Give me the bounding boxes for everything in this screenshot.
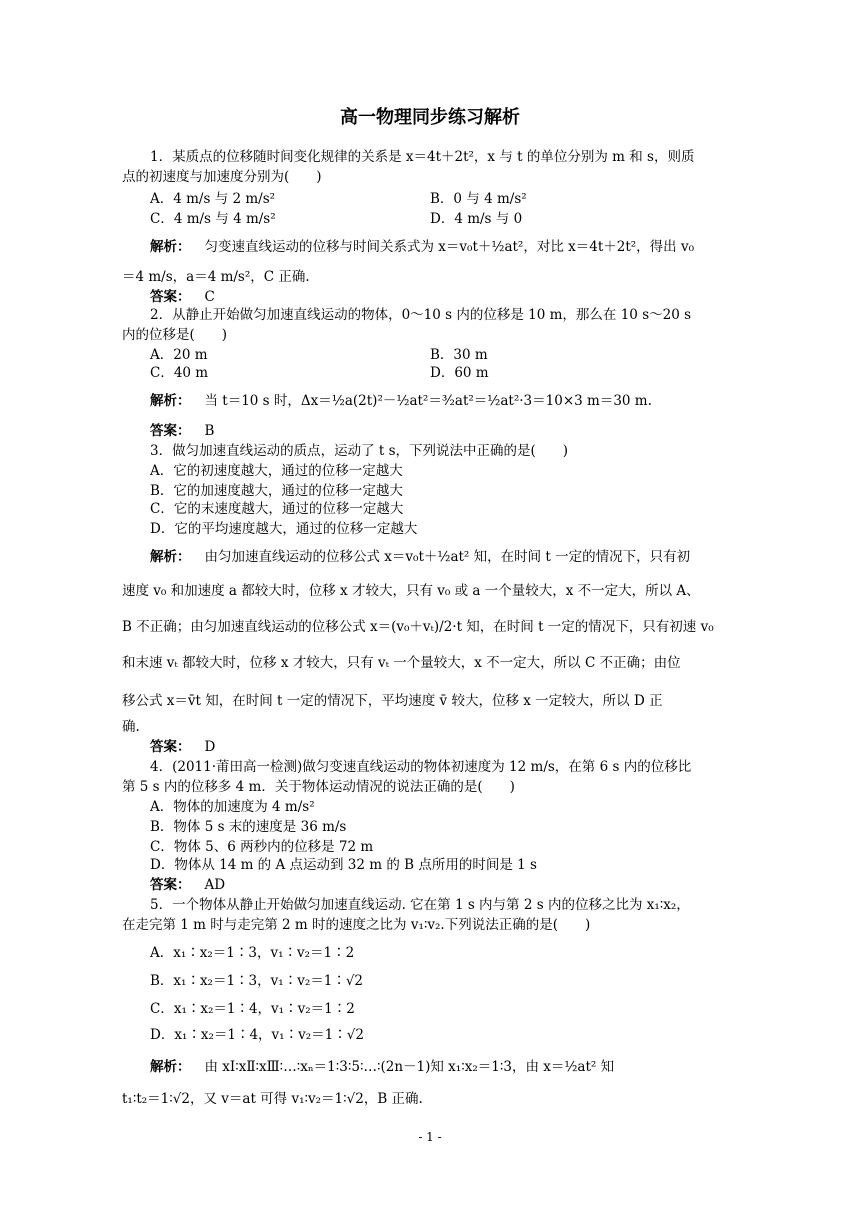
- line-text: B．物体 5 s 末的速度是 36 m/s: [150, 819, 347, 835]
- text-line: [122, 778, 515, 796]
- page-number: - 1 -: [418, 1130, 442, 1144]
- text-line: [150, 1058, 614, 1076]
- line-text: A．20 m: [150, 347, 208, 363]
- line-text: 3．做匀加速直线运动的质点，运动了 t s，下列说法中正确的是( ): [150, 443, 569, 459]
- text-line: [150, 798, 315, 816]
- line-text: C: [204, 289, 215, 305]
- text-line: [430, 210, 522, 228]
- line-text: 点的初速度与加速度分别为( ): [122, 169, 322, 185]
- line-label: 解析：: [150, 393, 191, 409]
- line-text: 和末速 vₜ 都较大时，位移 x 才较大，只有 vₜ 一个量较大，x 不一定大，所以 C 不正确；由位: [122, 655, 681, 671]
- text-line: [150, 306, 691, 324]
- text-line: [122, 1090, 423, 1108]
- text-line: [150, 442, 568, 460]
- line-text: 由匀加速直线运动的位移公式 x＝v₀t＋½at² 知，在时间 t 一定的情况下，只有初: [204, 549, 691, 565]
- line-text: C．4 m/s 与 4 m/s²: [150, 211, 276, 227]
- text-line: [150, 364, 208, 382]
- text-line: [150, 462, 403, 480]
- text-line: [150, 422, 214, 440]
- line-text: A．它的初速度越大，通过的位移一定越大: [150, 463, 403, 479]
- line-text: C．物体 5、6 两秒内的位移是 72 m: [150, 839, 374, 855]
- line-text: B．它的加速度越大，通过的位移一定越大: [150, 483, 403, 499]
- line-text: 2．从静止开始做匀加速直线运动的物体，0～10 s 内的位移是 10 m，那么在 10 s～20 s: [150, 307, 692, 323]
- text-line: [150, 838, 373, 856]
- text-line: [150, 548, 690, 566]
- line-text: D．x₁∶x₂＝1∶4，v₁∶v₂＝1∶√2: [150, 1027, 364, 1043]
- text-line: [150, 856, 537, 874]
- line-text: 第 5 s 内的位移多 4 m．关于物体运动情况的说法正确的是( ): [122, 779, 515, 795]
- text-line: [430, 364, 489, 382]
- text-line: [150, 944, 354, 962]
- line-text: t₁∶t₂＝1∶√2，又 v＝at 可得 v₁∶v₂＝1∶√2，B 正确.: [122, 1091, 423, 1107]
- line-text: A．4 m/s 与 2 m/s²: [150, 191, 276, 207]
- text-line: [150, 1026, 364, 1044]
- line-text: C．它的末速度越大，通过的位移一定越大: [150, 501, 404, 517]
- text-line: [122, 916, 590, 934]
- line-text: D．60 m: [430, 365, 489, 381]
- line-text: 速度 v₀ 和加速度 a 都较大时，位移 x 才较大，只有 v₀ 或 a 一个量较大，x 不一定大，所以 A、: [122, 583, 700, 599]
- text-line: [150, 346, 208, 364]
- line-text: B．x₁∶x₂＝1∶3，v₁∶v₂＝1∶√2: [150, 973, 364, 989]
- line-label: 解析：: [150, 239, 191, 255]
- line-label: 答案：: [150, 739, 191, 755]
- text-line: [150, 876, 225, 894]
- line-text: D．它的平均速度越大，通过的位移一定越大: [150, 521, 418, 537]
- text-line: [150, 288, 215, 306]
- line-text: 移公式 x＝v̄t 知，在时间 t 一定的情况下，平均速度 v̄ 较大，位移 x 一定较大，所以 D 正: [122, 693, 663, 709]
- text-line: [122, 582, 700, 600]
- text-line: [150, 500, 403, 518]
- line-text: 匀变速直线运动的位移与时间关系式为 x＝v₀t＋½at²，对比 x＝4t＋2t²，得出 v₀: [204, 239, 695, 255]
- text-line: [150, 238, 694, 256]
- line-text: 当 t＝10 s 时，Δx＝½a(2t)²－½at²＝³⁄₂at²＝½at²·3＝10×3 m＝30 m.: [204, 393, 652, 409]
- line-text: 由 xⅠ∶xⅡ∶xⅢ∶…∶xₙ＝1∶3∶5∶…∶(2n－1)知 x₁∶x₂＝1∶3，由 x＝½at² 知: [204, 1059, 615, 1075]
- line-label: 答案：: [150, 877, 191, 893]
- text-line: [122, 692, 663, 710]
- line-text: B．30 m: [430, 347, 488, 363]
- line-label: 解析：: [150, 549, 191, 565]
- line-text: D．4 m/s 与 0: [430, 211, 523, 227]
- text-line: [150, 148, 694, 166]
- text-line: [122, 718, 140, 736]
- text-line: [150, 482, 403, 500]
- text-line: [122, 654, 681, 672]
- line-label: 答案：: [150, 289, 191, 305]
- text-line: [150, 210, 276, 228]
- line-text: 在走完第 1 m 时与走完第 2 m 时的速度之比为 v₁∶v₂.下列说法正确的是( ): [122, 917, 591, 933]
- text-line: [150, 392, 652, 410]
- text-line: [150, 896, 690, 914]
- text-line: [150, 818, 346, 836]
- text-line: [122, 618, 714, 636]
- line-text: 1．某质点的位移随时间变化规律的关系是 x＝4t＋2t²，x 与 t 的单位分别为 m 和 s，则质: [150, 149, 695, 165]
- text-line: [150, 1000, 355, 1018]
- line-text: A．物体的加速度为 4 m/s²: [150, 799, 315, 815]
- text-line: [150, 738, 215, 756]
- line-text: B．0 与 4 m/s²: [430, 191, 527, 207]
- text-line: [150, 520, 417, 538]
- text-line: [430, 346, 488, 364]
- line-text: C．40 m: [150, 365, 209, 381]
- line-label: 解析：: [150, 1059, 191, 1075]
- line-text: D: [204, 739, 216, 755]
- line-label: 答案：: [150, 423, 191, 439]
- line-text: AD: [204, 877, 226, 893]
- line-text: B: [204, 423, 215, 439]
- line-text: 内的位移是( ): [122, 327, 228, 343]
- line-text: 4．(2011·莆田高一检测)做匀变速直线运动的物体初速度为 12 m/s，在第 6 s 内的位移比: [150, 759, 692, 775]
- line-text: 5．一个物体从静止开始做匀加速直线运动. 它在第 1 s 内与第 2 s 内的位移之比为 x₁∶x₂，: [150, 897, 690, 913]
- line-text: B 不正确；由匀加速直线运动的位移公式 x＝(v₀＋vₜ)/2·t 知，在时间 t 一定的情况下，只有初速 v₀: [122, 619, 714, 635]
- text-line: [430, 190, 527, 208]
- text-line: [150, 972, 363, 990]
- line-text: ＝4 m/s，a＝4 m/s²，C 正确.: [122, 269, 310, 285]
- line-text: D．物体从 14 m 的 A 点运动到 32 m 的 B 点所用的时间是 1 s: [150, 857, 537, 873]
- page-title: 高一物理同步练习解析: [340, 107, 520, 128]
- text-line: [122, 326, 227, 344]
- line-text: 确.: [122, 719, 140, 735]
- text-line: [122, 168, 322, 186]
- text-line: [122, 268, 310, 286]
- text-line: [150, 758, 691, 776]
- line-text: C．x₁∶x₂＝1∶4，v₁∶v₂＝1∶2: [150, 1001, 355, 1017]
- line-text: A．x₁∶x₂＝1∶3，v₁∶v₂＝1∶2: [150, 945, 355, 961]
- text-line: [150, 190, 275, 208]
